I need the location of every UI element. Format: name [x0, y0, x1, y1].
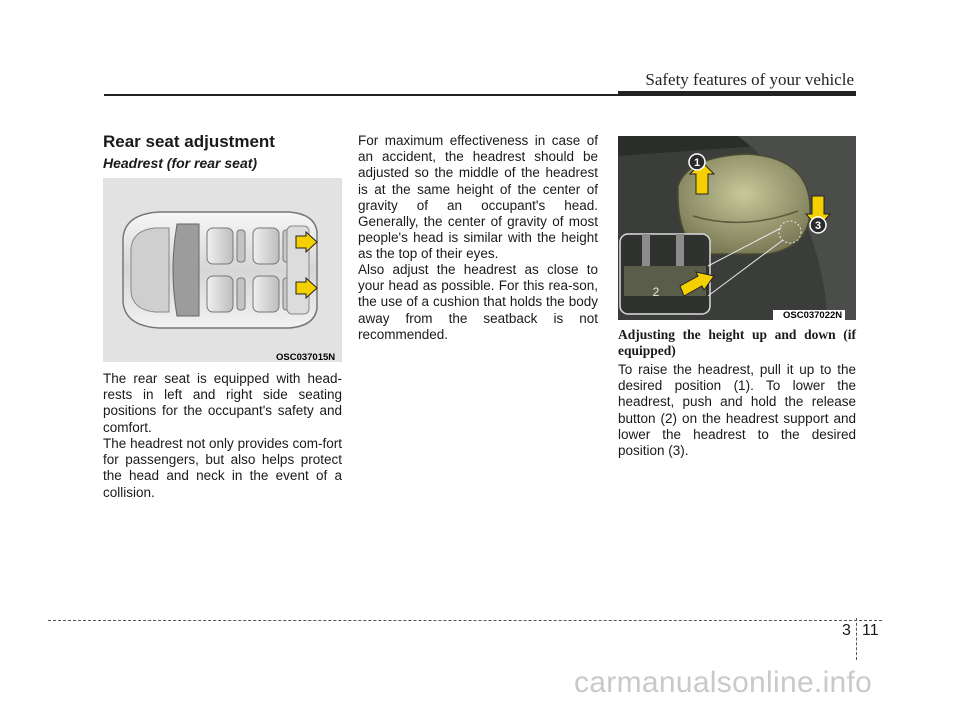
paragraph-headrest-protection: The headrest not only provides com-fort for passengers, but also helps protect the head and neck in the event of a collision.	[103, 436, 342, 500]
callout-3: 3	[814, 220, 822, 232]
paragraph-adjust-instructions: To raise the headrest, pull it up to the desired position (1). To lower the headrest, push and hold the release button (2) on the headrest support and lower the headrest to the desired position (3).	[618, 362, 856, 459]
adjusting-height-heading: Adjusting the height up and down (if equipped)	[618, 327, 856, 358]
page-number-divider	[856, 618, 857, 660]
callout-1: 1	[693, 157, 701, 169]
footer-rule	[48, 620, 882, 621]
headrest-closeup-illustration	[618, 136, 856, 320]
section-title: Rear seat adjustment	[103, 132, 275, 151]
callout-2: 2	[652, 285, 660, 299]
running-header: Safety features of your vehicle	[645, 70, 854, 89]
chapter-number: 3	[842, 622, 851, 639]
figure-code: OSC037015N	[276, 352, 336, 363]
paragraph-headrest-height: For maximum effectiveness in case of an accident, the headrest should be adjusted so the middle of the headrest is at the same height of the center of gravity of an occupant's head. Generally, the center of gravity of most people's head is similar with the height as the top of their eyes.	[358, 133, 598, 262]
paragraph-headrest-distance: Also adjust the headrest as close to your head as possible. For this rea-son, the use of a cushion that holds the body away from the seatback is not recommended.	[358, 262, 598, 342]
figure-code: OSC037022N	[773, 310, 845, 321]
car-top-view-figure	[103, 178, 342, 362]
page-number: 11	[862, 622, 879, 639]
header-rule-accent	[618, 91, 856, 96]
car-top-view-illustration	[103, 178, 342, 362]
watermark: carmanualsonline.info	[574, 666, 873, 699]
headrest-adjustment-figure	[618, 136, 856, 320]
paragraph-headrest-purpose: The rear seat is equipped with head-rests in left and right side seating positions for the occupant's safety and comfort.	[103, 371, 342, 435]
subsection-title: Headrest (for rear seat)	[103, 155, 258, 171]
